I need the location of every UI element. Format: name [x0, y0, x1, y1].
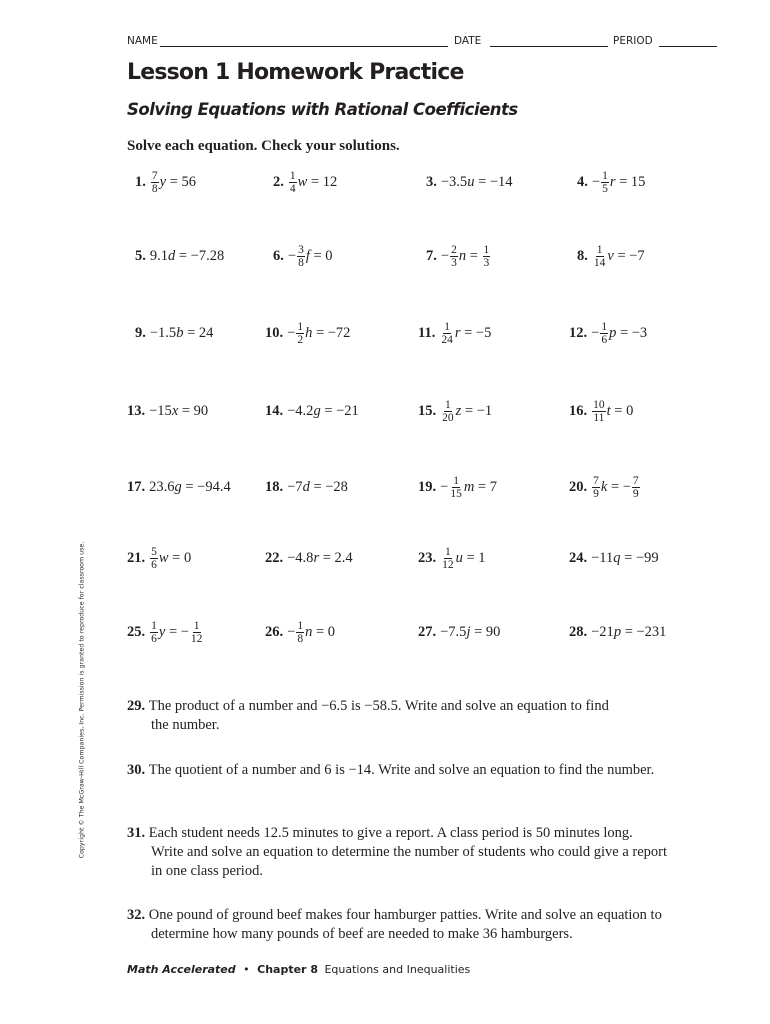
equation-text: −1.5	[149, 324, 177, 341]
problem-number: 32.	[127, 907, 149, 923]
period-label: PERIOD	[613, 35, 653, 47]
fraction	[449, 475, 463, 500]
equation-text: −	[591, 324, 600, 341]
word-problem-line: in one class period.	[151, 863, 263, 879]
equation-text: = 90	[470, 623, 501, 640]
fraction	[151, 170, 159, 195]
variable: x	[171, 402, 179, 419]
variable: y	[158, 623, 166, 640]
numerator: 7	[632, 474, 639, 487]
problem-number: 7.	[426, 247, 437, 264]
numerator: 7	[151, 169, 158, 182]
problem-number: 2.	[273, 173, 284, 190]
footer-bullet: •	[243, 963, 250, 976]
fraction	[592, 399, 606, 424]
problem-number: 14.	[265, 402, 284, 419]
problem-number: 5.	[135, 247, 146, 264]
numerator: 3	[298, 243, 304, 256]
equation-text: = 0	[168, 549, 192, 566]
equation-text: 23.6	[149, 478, 175, 495]
problem-5	[135, 236, 224, 276]
variable: n	[305, 623, 313, 640]
problem-27	[418, 612, 500, 652]
variable: v	[607, 247, 614, 264]
variable: q	[613, 549, 621, 566]
problem-number: 31.	[127, 825, 149, 841]
fraction	[150, 620, 158, 645]
equation-text: = −14	[474, 173, 513, 190]
equation-text: = 24	[183, 324, 214, 341]
problem-3	[426, 162, 513, 202]
word-problem-line: Write and solve an equation to determine the number of students who could give a report	[151, 844, 668, 860]
equation-text: = 90	[178, 402, 209, 419]
problem-23	[418, 538, 486, 578]
denominator: 12	[190, 632, 203, 645]
variable: g	[313, 402, 321, 419]
numerator: 10	[593, 398, 605, 411]
word-problem-text: The product of a number and −6.5 is −58.5. Write and solve an equation to find	[148, 698, 609, 714]
name-label: NAME	[127, 35, 158, 47]
equation-text: = −72	[312, 324, 351, 341]
problem-number: 12.	[569, 324, 588, 341]
equation-text: −	[287, 623, 296, 640]
date-label: DATE	[454, 35, 482, 47]
problem-number: 29.	[127, 698, 149, 714]
denominator: 9	[632, 487, 639, 500]
numerator: 1	[444, 320, 450, 333]
word-problem-line	[127, 697, 717, 716]
problem-2	[273, 162, 337, 202]
word-problem-32	[127, 906, 717, 944]
equation-text: = −1	[461, 402, 493, 419]
equation-text: = −28	[309, 478, 348, 495]
problem-number: 28.	[569, 623, 588, 640]
variable: p	[613, 623, 622, 640]
equation-text: = −	[165, 623, 189, 640]
word-problem-text: The quotient of a number and 6 is −14. Write and solve an equation to find the number.	[148, 762, 655, 778]
problem-10	[265, 313, 350, 353]
denominator: 11	[593, 411, 605, 424]
problem-15	[418, 391, 492, 431]
equation-text: −	[287, 247, 297, 264]
problem-number: 19.	[418, 478, 437, 495]
equation-text: =	[466, 247, 482, 264]
variable: h	[305, 324, 313, 341]
equation-text: = −7	[613, 247, 645, 264]
word-problem-30	[127, 761, 717, 780]
denominator: 2	[297, 333, 304, 346]
fraction	[593, 244, 607, 269]
variable: r	[609, 173, 616, 190]
problem-4	[577, 162, 645, 202]
variable: k	[600, 478, 608, 495]
variable: g	[174, 478, 182, 495]
numerator: 1	[151, 619, 157, 632]
fraction	[450, 244, 458, 269]
equation-text: −	[440, 247, 450, 264]
problem-number: 1.	[135, 173, 146, 190]
denominator: 6	[151, 632, 157, 645]
numerator: 1	[602, 169, 608, 182]
numerator: 1	[445, 398, 451, 411]
equation-text: = −99	[620, 549, 659, 566]
date-blank[interactable]	[490, 46, 608, 47]
word-problem-line	[127, 761, 717, 780]
page-subtitle: Solving Equations with Rational Coefficients	[127, 100, 518, 119]
problem-22	[265, 538, 353, 578]
numerator: 1	[289, 169, 296, 182]
fraction	[632, 475, 640, 500]
problem-number: 4.	[577, 173, 588, 190]
equation-text: = 0	[610, 402, 634, 419]
problem-18	[265, 467, 348, 507]
word-problem-text: One pound of ground beef makes four hamburger patties. Write and solve an equation to	[148, 907, 662, 923]
equation-text: −4.8	[287, 549, 314, 566]
equation-text: = 2.4	[319, 549, 353, 566]
page-footer	[127, 963, 470, 976]
word-problem-line: the number.	[151, 717, 220, 733]
word-problem-line: determine how many pounds of beef are needed to make 36 hamburgers.	[151, 926, 573, 942]
equation-text: −11	[591, 549, 614, 566]
denominator: 3	[483, 256, 490, 269]
equation-text: −	[440, 478, 449, 495]
problem-20	[569, 467, 641, 507]
problem-number: 13.	[127, 402, 146, 419]
variable: y	[159, 173, 167, 190]
variable: w	[158, 549, 169, 566]
equation-text: −21	[591, 623, 614, 640]
numerator: 7	[593, 474, 599, 487]
denominator: 5	[602, 182, 608, 195]
problem-number: 10.	[265, 324, 284, 341]
problem-28	[569, 612, 666, 652]
denominator: 9	[593, 487, 599, 500]
problem-14	[265, 391, 359, 431]
problem-21	[127, 538, 191, 578]
denominator: 8	[151, 182, 158, 195]
equation-text: −7.5	[440, 623, 467, 640]
problem-number: 30.	[127, 762, 149, 778]
problem-number: 15.	[418, 402, 437, 419]
problem-6	[273, 236, 333, 276]
variable: t	[606, 402, 611, 419]
equation-text: 9.1	[149, 247, 168, 264]
denominator: 12	[442, 558, 454, 571]
variable: m	[463, 478, 475, 495]
numerator: 1	[297, 619, 304, 632]
equation-text: = −94.4	[181, 478, 231, 495]
numerator: 1	[601, 320, 608, 333]
problem-number: 18.	[265, 478, 284, 495]
problem-number: 27.	[418, 623, 437, 640]
period-blank[interactable]	[659, 46, 717, 47]
equation-text: = 12	[307, 173, 338, 190]
equation-text: = 0	[312, 623, 335, 640]
equation-text: = 7	[474, 478, 497, 495]
problem-number: 8.	[577, 247, 588, 264]
problem-number: 17.	[127, 478, 146, 495]
equation-text: = −	[607, 478, 631, 495]
variable: r	[313, 549, 320, 566]
numerator: 1	[193, 619, 200, 632]
fraction	[441, 546, 455, 571]
equation-text: −15	[149, 402, 172, 419]
word-problem-text: Each student needs 12.5 minutes to give a report. A class period is 50 minutes long.	[148, 825, 633, 841]
equation-text: −4.2	[287, 402, 314, 419]
equation-text: −3.5	[440, 173, 468, 190]
problem-26	[265, 612, 335, 652]
problem-13	[127, 391, 208, 431]
word-problem-29	[127, 697, 717, 735]
problem-number: 9.	[135, 324, 146, 341]
problem-number: 20.	[569, 478, 588, 495]
fraction	[296, 620, 304, 645]
problem-number: 22.	[265, 549, 284, 566]
variable: b	[176, 324, 184, 341]
variable: r	[454, 324, 461, 341]
fraction	[441, 399, 455, 424]
student-info-header	[127, 35, 717, 49]
problem-25	[127, 612, 204, 652]
denominator: 24	[441, 333, 453, 346]
equation-text: −	[591, 173, 601, 190]
fraction	[601, 170, 609, 195]
fraction	[592, 475, 600, 500]
variable: p	[609, 324, 617, 341]
numerator: 5	[151, 545, 157, 558]
problem-12	[569, 313, 647, 353]
problem-number: 16.	[569, 402, 588, 419]
problem-8	[577, 236, 645, 276]
equation-text: = 15	[615, 173, 646, 190]
equation-text: = 0	[309, 247, 333, 264]
problem-24	[569, 538, 659, 578]
name-blank[interactable]	[160, 46, 448, 47]
variable: u	[455, 549, 463, 566]
fraction	[150, 546, 158, 571]
numerator: 1	[483, 243, 490, 256]
numerator: 1	[445, 545, 451, 558]
variable: d	[168, 247, 176, 264]
problem-number: 11.	[418, 324, 436, 341]
fraction	[289, 170, 297, 195]
denominator: 3	[451, 256, 457, 269]
variable: u	[467, 173, 475, 190]
numerator: 1	[453, 474, 459, 487]
problem-number: 23.	[418, 549, 437, 566]
problem-number: 24.	[569, 549, 588, 566]
variable: w	[297, 173, 308, 190]
footer-course: Math Accelerated	[127, 963, 236, 976]
denominator: 6	[601, 333, 608, 346]
page-title: Lesson 1 Homework Practice	[127, 60, 464, 85]
problem-number: 21.	[127, 549, 146, 566]
problem-19	[418, 467, 497, 507]
denominator: 8	[298, 256, 304, 269]
fraction	[483, 244, 491, 269]
equation-text: = −3	[616, 324, 648, 341]
numerator: 2	[451, 243, 457, 256]
problem-number: 3.	[426, 173, 437, 190]
fraction	[440, 321, 454, 346]
denominator: 20	[442, 411, 454, 424]
word-problem-line	[127, 824, 717, 843]
fraction	[600, 321, 608, 346]
problem-7	[426, 236, 491, 276]
variable: j	[466, 623, 471, 640]
fraction	[297, 244, 305, 269]
numerator: 1	[297, 320, 304, 333]
word-problem-line	[127, 906, 717, 925]
equation-text: = 56	[166, 173, 196, 190]
equation-text: = −5	[460, 324, 492, 341]
footer-chapter: Chapter 8	[257, 963, 318, 976]
equation-text: −	[287, 324, 296, 341]
denominator: 6	[151, 558, 157, 571]
problem-9	[135, 313, 213, 353]
equation-text: = 1	[462, 549, 486, 566]
instructions: Solve each equation. Check your solutions.	[127, 138, 400, 154]
variable: f	[305, 247, 310, 264]
problem-number: 6.	[273, 247, 284, 264]
problem-11	[418, 313, 491, 353]
problem-number: 25.	[127, 623, 146, 640]
equation-text: = −21	[320, 402, 359, 419]
variable: z	[455, 402, 462, 419]
denominator: 15	[450, 487, 462, 500]
equation-text: −7	[287, 478, 303, 495]
equation-text: = −231	[621, 623, 667, 640]
denominator: 14	[593, 256, 606, 269]
variable: d	[302, 478, 310, 495]
problem-16	[569, 391, 633, 431]
fraction	[190, 620, 204, 645]
fraction	[296, 321, 304, 346]
copyright-notice: Copyright © The McGraw-Hill Companies, Inc. Permission is granted to reproduce for classroom use.	[78, 541, 86, 859]
problem-1	[135, 162, 196, 202]
footer-chapter-title: Equations and Inequalities	[324, 963, 471, 976]
problem-17	[127, 467, 231, 507]
denominator: 4	[289, 182, 296, 195]
numerator: 1	[596, 243, 603, 256]
word-problem-31	[127, 824, 717, 881]
denominator: 8	[297, 632, 304, 645]
problem-number: 26.	[265, 623, 284, 640]
variable: n	[458, 247, 467, 264]
equation-text: = −7.28	[175, 247, 225, 264]
